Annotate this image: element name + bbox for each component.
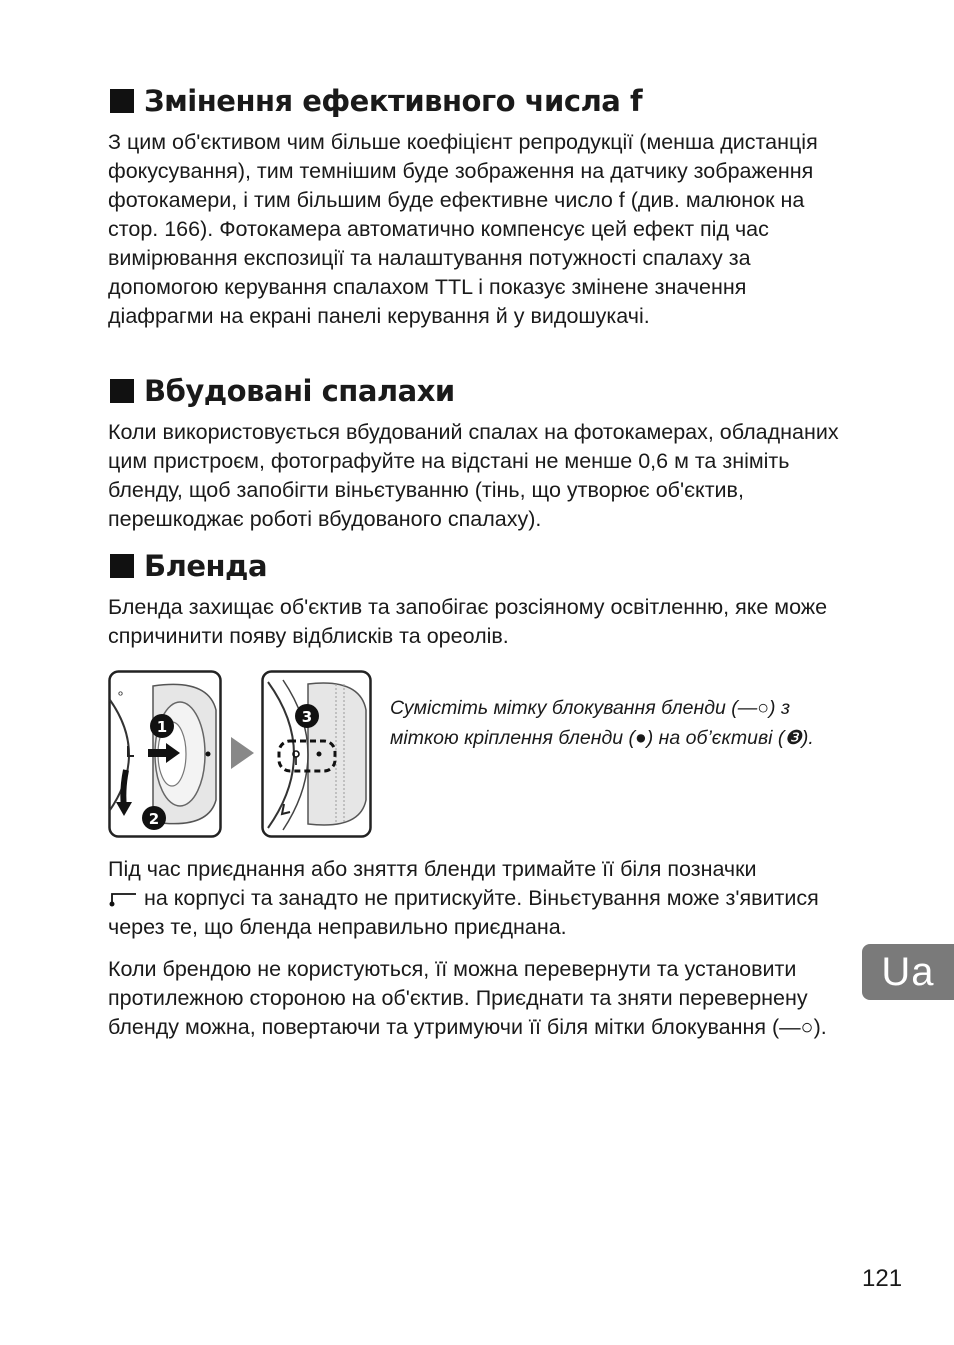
paragraph-attach-remove <box>108 855 848 942</box>
paragraph-builtin-flash: Коли використовується вбудований спалах на фотокамерах, обладнаних цим пристроєм, фотографуйте на відстані не менше 0,6 м та зніміть бленду, щоб запобігти віньєтуванню (тінь, що утворює об'єктив, перешкоджає роботі вбудованого спалаху). <box>108 420 839 531</box>
heading-text: Бленда <box>144 549 268 583</box>
svg-text:ᵒ: ᵒ <box>118 689 124 704</box>
paragraph-effective-f: З цим об'єктивом чим більше коефіцієнт репродукції (менша дистанція фокусування), тим темнішим буде зображення на датчику зображення фотокамери, і тим більшим буде ефективне число f (див. малюнок на стор. 166). Фотокамера автоматично компенсує цей ефект під час вимірювання експозиції та налаштування потужності спалаху за допомогою керування спалахом TTL і показує змінене значення діафрагми на екрані панелі керування й у видошукачі. <box>108 130 818 328</box>
section-heading-effective-f <box>108 84 642 118</box>
step-3-label: 3 <box>301 708 313 726</box>
step-2-marker <box>142 806 166 830</box>
hood-diagram <box>108 670 373 840</box>
language-tab-badge: Ua <box>862 944 954 1000</box>
figure-caption: Сумістіть мітку блокування бленди (—○) з міткою кріплення бленди (●) на об’єктиві (❸). <box>390 697 814 749</box>
page-number: 121 <box>862 1265 903 1292</box>
paragraph-reverse-hood: Коли брендою не користуються, її можна перевернути та установити протилежною стороною на об'єктив. Приєднати та зняти перевернену бленду можна, повертаючи та утримуючи її біля мітки блокування (—○). <box>108 957 827 1039</box>
paragraph-text-part-1: Під час приєднання або зняття бленди тримайте її біля позначки <box>108 857 757 881</box>
square-bullet-icon <box>110 554 134 578</box>
hood-mount-mark-icon <box>108 890 138 908</box>
heading-text: Змінення ефективного числа f <box>144 84 643 118</box>
paragraph-lens-hood: Бленда захищає об'єктив та запобігає розсіяному освітленню, яке може спричинити появу відблисків та ореолів. <box>108 595 828 648</box>
square-bullet-icon <box>110 379 134 403</box>
step-1-label: 1 <box>156 718 168 736</box>
heading-text: Вбудовані спалахи <box>144 374 455 408</box>
next-step-arrow-icon <box>231 737 254 769</box>
section-heading-builtin-flash <box>108 374 455 408</box>
paragraph-text-part-2: на корпусі та занадто не притискуйте. Віньєтування може з'явитися через те, що бленда неправильно приєднана. <box>108 886 819 939</box>
step-1-marker <box>150 714 174 738</box>
square-bullet-icon <box>110 89 134 113</box>
section-heading-lens-hood <box>108 549 267 583</box>
hood-attach-illustration <box>108 670 373 840</box>
step-2-label: 2 <box>148 810 160 828</box>
step-3-marker <box>295 704 319 728</box>
